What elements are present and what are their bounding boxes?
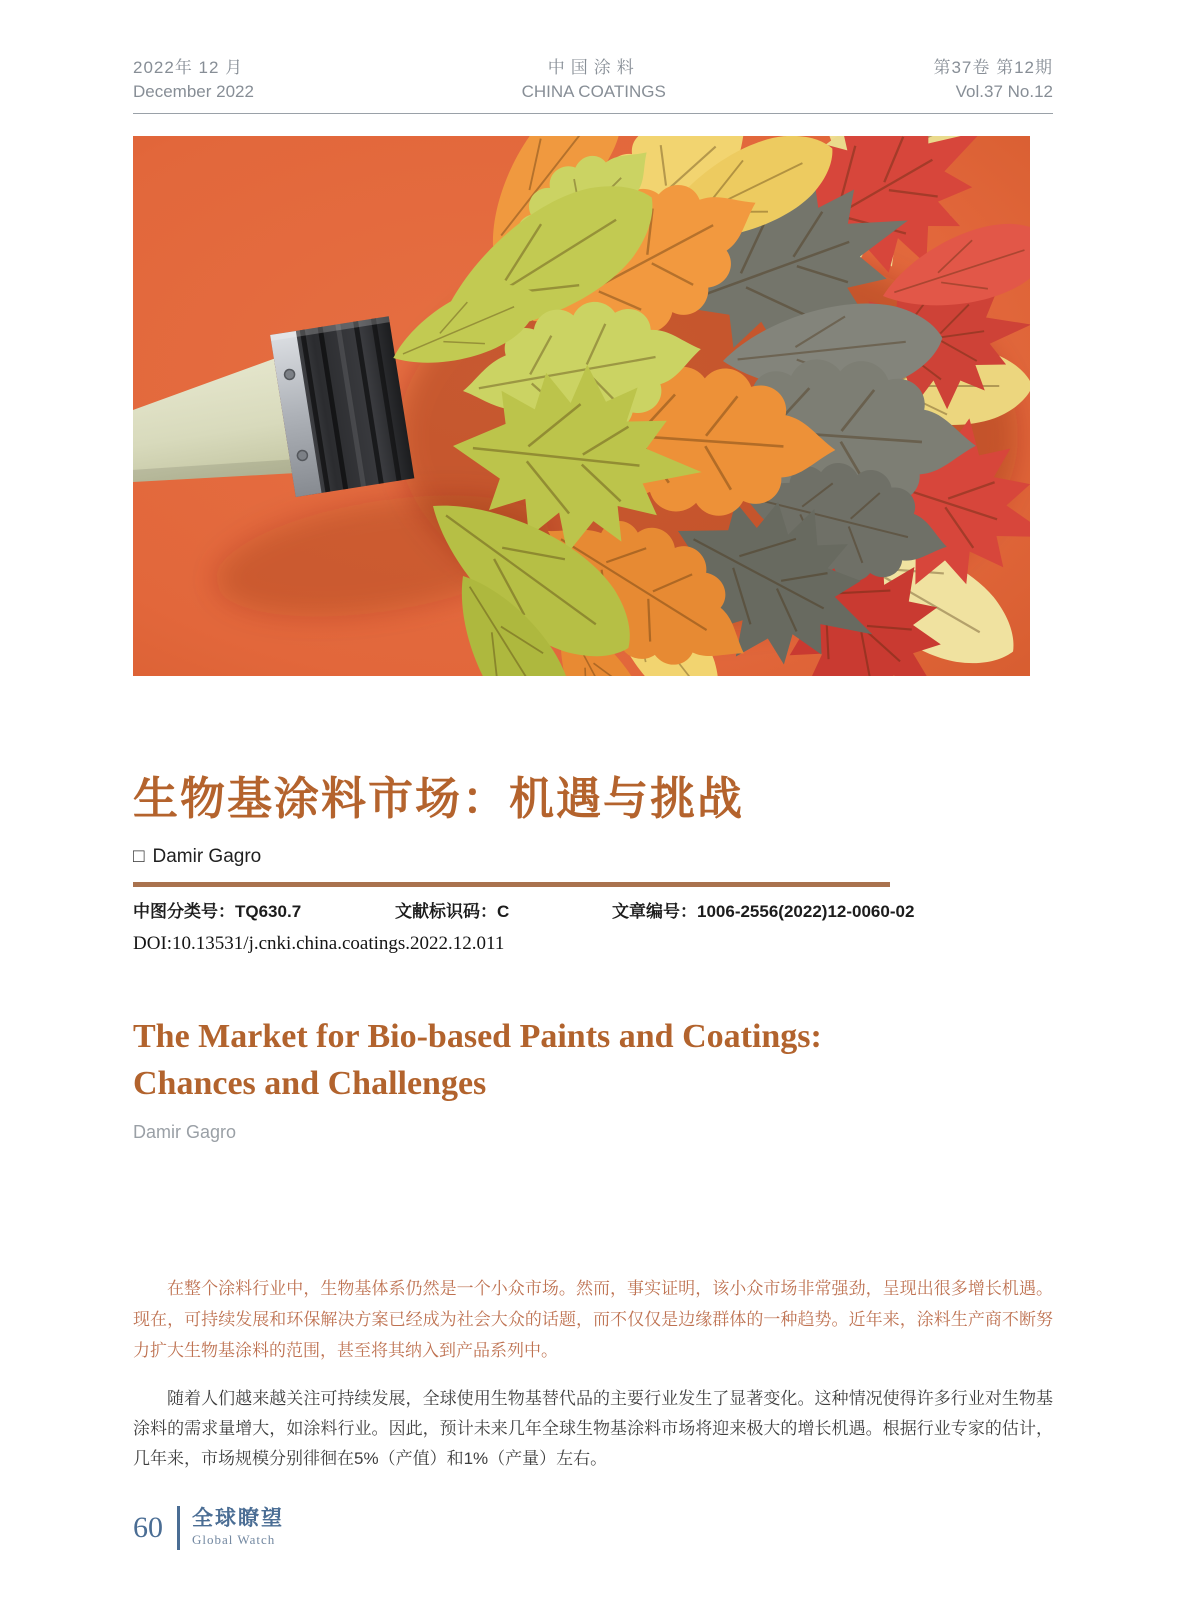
header-date-cn: 2022年 12 月 [133,58,244,77]
rivet [297,450,308,461]
footer-section-en: Global Watch [192,1532,276,1547]
article-title-en [133,1013,1053,1107]
title-en-line2: Chances and Challenges [133,1065,487,1102]
article-title-cn: 生物基涂料市场：机遇与挑战 [133,773,745,824]
author-line-cn [133,846,1053,868]
meta-article-number: 文章编号：1006-2556(2022)12-0060-02 [612,902,915,921]
article-meta-row [133,900,1053,924]
abstract-paragraph: 在整个涂料行业中，生物基体系仍然是一个小众市场。然而，事实证明，该小众市场非常强劲，呈现出很多增长机遇。现在，可持续发展和环保解决方案已经成为社会大众的话题，而不仅仅是边缘群体的一种趋势。近年来，涂料生产商不断努力扩大生物基涂料的范围，甚至将其纳入到产品系列中。 [133,1279,1053,1360]
page-number: 60 [133,1511,163,1544]
header-date-en: December 2022 [133,82,254,101]
header-volume [933,56,1053,104]
page-content [133,0,1053,1474]
author-name-cn: Damir Gagro [152,846,262,867]
body-paragraph: 随着人们越来越关注可持续发展，全球使用生物基替代品的主要行业发生了显著变化。这种情况使得许多行业对生物基涂料的需求量增大，如涂料行业。因此，预计未来几年全球生物基涂料市场将迎来极大的增长机遇。根据行业专家的估计，几年来，市场规模分别徘徊在5%（产值）和1%（产量）左右。 [133,1389,1053,1468]
brush-ferrule [270,316,414,497]
header-volume-en: Vol.37 No.12 [955,82,1053,101]
header-date [133,56,254,104]
paintbrush-leaves-illustration [133,136,1030,676]
title-en-line1: The Market for Bio-based Paints and Coatings: [133,1018,822,1055]
author-name-en: Damir Gagro [133,1122,237,1142]
author-square-marker: □ [133,846,145,867]
meta-document-code: 文献标识码：C [395,902,510,921]
footer-section-cn: 全球瞭望 [192,1507,284,1530]
header-volume-cn: 第37卷 第12期 [933,58,1053,77]
hero-image [133,136,1030,676]
footer-divider [177,1506,180,1550]
journal-name-cn: 中国涂料 [547,58,640,77]
title-rule [133,882,890,887]
journal-name-en: CHINA COATINGS [521,82,666,101]
header-journal-name [522,56,666,104]
page-footer [133,1506,284,1550]
journal-header [133,0,1053,114]
doi-line: DOI:10.13531/j.cnki.china.coatings.2022.12.011 [133,933,505,954]
rivet [284,369,295,380]
meta-clc-number: 中图分类号：TQ630.7 [133,902,302,921]
footer-section [192,1507,284,1549]
